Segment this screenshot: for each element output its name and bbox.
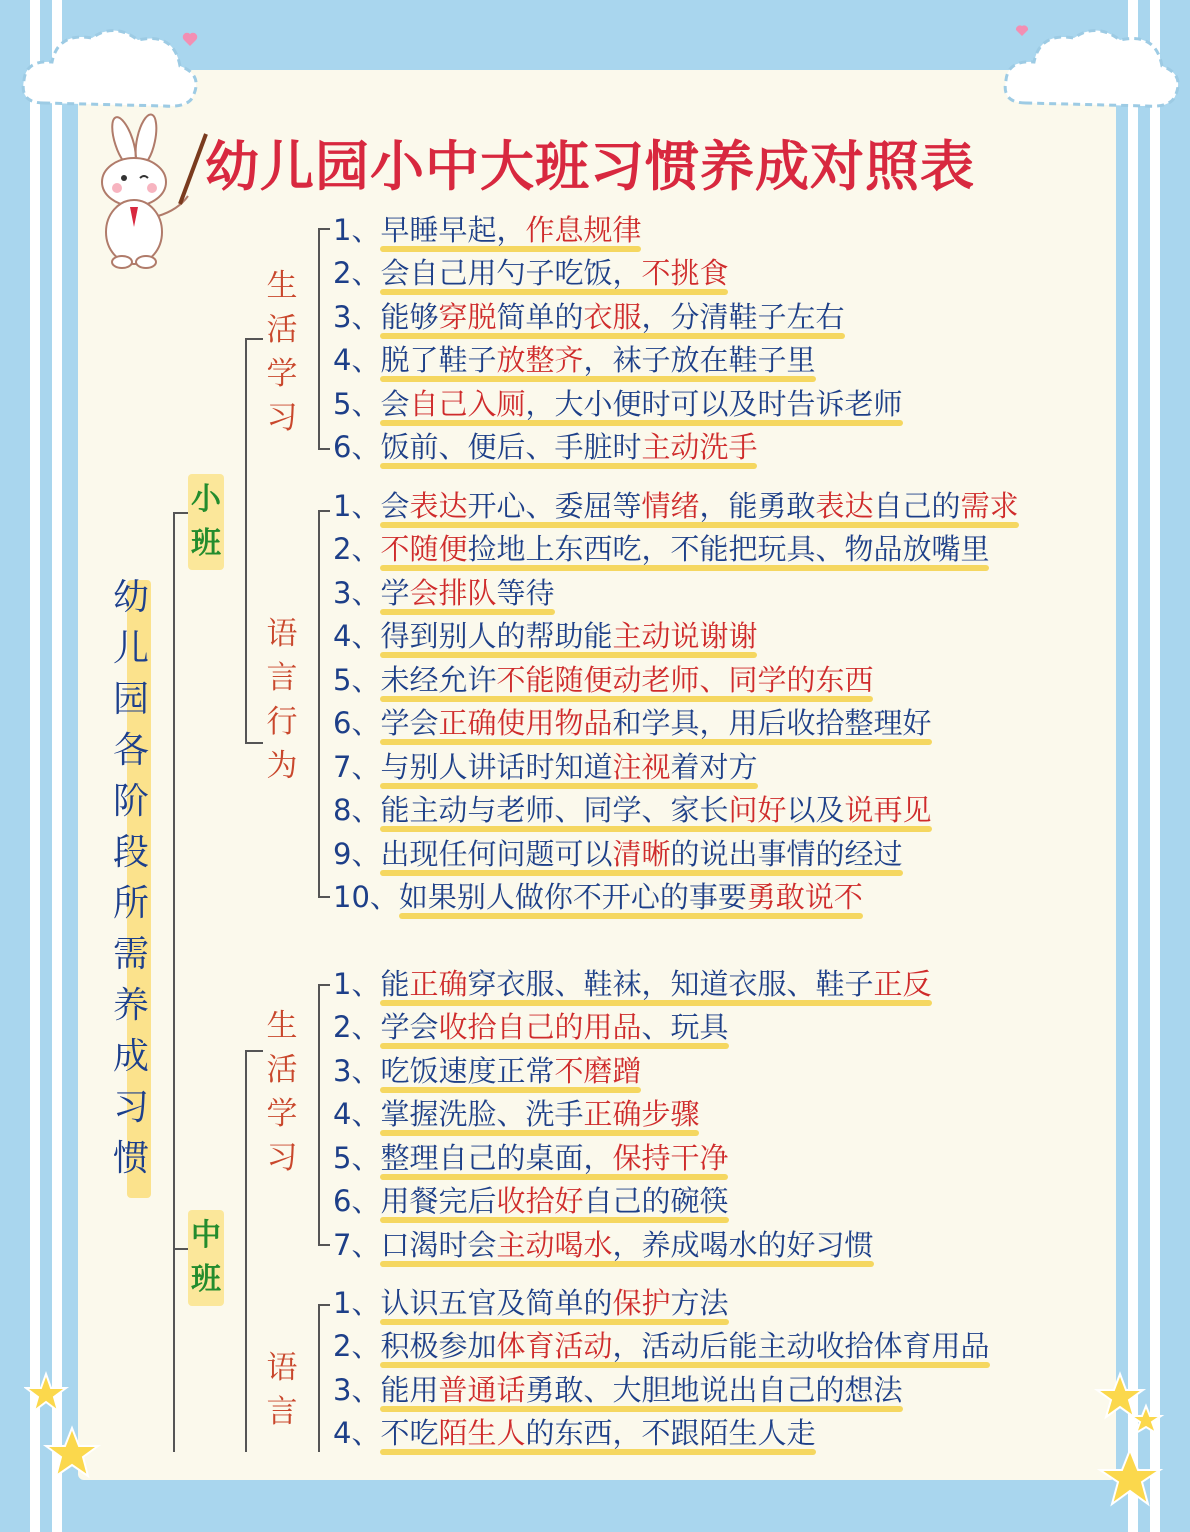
item-highlight-text: 保护 xyxy=(612,1286,671,1320)
item-text: 能用 xyxy=(380,1373,439,1407)
item-text: 会 xyxy=(380,489,410,523)
label-char: 养 xyxy=(112,985,149,1026)
label-char: 中 xyxy=(191,1218,221,1253)
habit-item xyxy=(333,1138,728,1178)
habit-item xyxy=(333,1181,729,1221)
tree-connector xyxy=(245,338,263,340)
item-highlight-text: 注视 xyxy=(612,750,671,784)
item-text: 以及 xyxy=(786,793,845,827)
item-highlight-text: 放整齐 xyxy=(496,343,584,377)
item-text: 着对方 xyxy=(670,750,758,784)
label-char: 生 xyxy=(266,268,298,304)
label-char: 需 xyxy=(112,934,149,975)
item-text: 等待 xyxy=(496,576,555,610)
item-text: 出现任何问题可以 xyxy=(380,837,613,871)
cloud-icon xyxy=(996,18,1186,118)
item-highlight-text: 正确使用物品 xyxy=(438,706,613,740)
item-text: 得到别人的帮助能 xyxy=(380,619,613,653)
tree-connector xyxy=(173,1248,189,1250)
item-highlight-text: 陌生人 xyxy=(438,1416,526,1450)
item-highlight-text: 不磨蹭 xyxy=(554,1054,642,1088)
item-number: 4、 xyxy=(333,619,381,653)
star-icon xyxy=(1090,1370,1180,1520)
habit-item xyxy=(333,384,903,424)
label-char: 学 xyxy=(266,1096,298,1132)
star-icon xyxy=(24,1370,104,1500)
item-text: 用餐完后 xyxy=(380,1184,497,1218)
label-char: 惯 xyxy=(112,1138,149,1179)
item-text: ，大小便时可以及时告诉老师 xyxy=(525,387,903,421)
item-text: 勇敢、大胆地说出自己的想法 xyxy=(525,1373,903,1407)
item-highlight-text: 正确步骤 xyxy=(583,1097,700,1131)
tree-connector xyxy=(245,1050,263,1052)
label-char: 班 xyxy=(191,1262,221,1297)
label-char: 活 xyxy=(266,1052,298,1088)
item-number: 4、 xyxy=(333,1097,381,1131)
item-text: 与别人讲话时知道 xyxy=(380,750,613,784)
tree-bracket xyxy=(318,984,330,986)
item-highlight-text: 主动喝水 xyxy=(496,1228,613,1262)
item-highlight-text: 收拾好 xyxy=(496,1184,584,1218)
item-number: 2、 xyxy=(333,256,381,290)
item-text: 学 xyxy=(380,576,410,610)
item-text: 未经允许 xyxy=(380,663,497,697)
item-highlight-text: 表达 xyxy=(815,489,874,523)
border-stripe xyxy=(1128,0,1138,1532)
item-highlight-text: 穿脱 xyxy=(438,300,497,334)
item-text: 脱了鞋子 xyxy=(380,343,497,377)
item-text: 捡地上东西吃，不能把玩具、物品放嘴里 xyxy=(467,532,990,566)
border-stripe xyxy=(1150,0,1160,1532)
item-highlight-text: 主动说谢谢 xyxy=(612,619,758,653)
item-number: 1、 xyxy=(333,967,381,1001)
item-text: 自己的 xyxy=(873,489,961,523)
habit-item xyxy=(333,747,758,787)
tree-connector xyxy=(245,1050,247,1452)
item-number: 6、 xyxy=(333,430,381,464)
habit-item xyxy=(333,529,989,569)
item-text: 学会 xyxy=(380,1010,439,1044)
item-highlight-text: 体育活动 xyxy=(496,1329,613,1363)
habit-item xyxy=(333,790,932,830)
habit-item xyxy=(333,486,1019,526)
item-number: 1、 xyxy=(333,1286,381,1320)
item-highlight-text: 不挑食 xyxy=(641,256,729,290)
item-number: 3、 xyxy=(333,576,381,610)
border-stripe xyxy=(52,0,62,1532)
label-char: 生 xyxy=(266,1008,298,1044)
item-number: 7、 xyxy=(333,1228,381,1262)
label-char: 园 xyxy=(112,679,149,720)
item-text: 开心、委屈等 xyxy=(467,489,642,523)
item-number: 1、 xyxy=(333,213,381,247)
item-text: 不吃 xyxy=(380,1416,439,1450)
item-number: 5、 xyxy=(333,1141,381,1175)
item-text: 早睡早起， xyxy=(380,213,526,247)
item-number: 8、 xyxy=(333,793,381,827)
item-text: 整理自己的桌面， xyxy=(380,1141,613,1175)
label-char: 语 xyxy=(266,1350,298,1386)
label-char: 幼 xyxy=(112,577,149,618)
tree-bracket xyxy=(318,1304,330,1306)
label-char: 成 xyxy=(112,1036,149,1077)
item-text: 能够 xyxy=(380,300,439,334)
item-text: 吃饭速度正常 xyxy=(380,1054,555,1088)
item-number: 5、 xyxy=(333,387,381,421)
item-number: 4、 xyxy=(333,343,381,377)
label-char: 言 xyxy=(266,1394,298,1430)
habit-item xyxy=(333,1051,641,1091)
item-number: 2、 xyxy=(333,532,381,566)
label-char: 小 xyxy=(191,482,221,517)
item-highlight-text: 不随便 xyxy=(380,532,468,566)
item-text: 积极参加 xyxy=(380,1329,497,1363)
item-highlight-text: 普通话 xyxy=(438,1373,526,1407)
item-highlight-text: 表达 xyxy=(409,489,468,523)
tree-bracket xyxy=(318,448,330,450)
item-text: 简单的 xyxy=(496,300,584,334)
habit-item xyxy=(333,297,845,337)
item-highlight-text: 情绪 xyxy=(641,489,700,523)
item-highlight-text: 保持干净 xyxy=(612,1141,729,1175)
item-highlight-text: 自己入厕 xyxy=(409,387,526,421)
habit-item xyxy=(333,1225,874,1265)
habit-item xyxy=(333,253,728,293)
label-char: 各 xyxy=(112,730,149,771)
item-text: 能主动与老师、同学、家长 xyxy=(380,793,729,827)
item-text: 、玩具 xyxy=(641,1010,729,1044)
item-highlight-text: 需求 xyxy=(960,489,1019,523)
habit-item xyxy=(333,616,757,656)
category-life-learning xyxy=(264,1004,300,1180)
border-stripe xyxy=(30,0,40,1532)
item-text: ，能勇敢 xyxy=(699,489,816,523)
tree-bracket xyxy=(318,896,330,898)
item-number: 6、 xyxy=(333,706,381,740)
label-char: 阶 xyxy=(112,781,149,822)
habit-item xyxy=(333,1413,816,1453)
item-highlight-text: 衣服 xyxy=(583,300,642,334)
category-life-learning xyxy=(264,264,300,440)
item-text: 和学具，用后收拾整理好 xyxy=(612,706,932,740)
item-text: 穿衣服、鞋袜，知道衣服、鞋子 xyxy=(467,967,874,1001)
class-label-middle xyxy=(188,1210,224,1306)
label-char: 语 xyxy=(266,616,298,652)
label-char: 习 xyxy=(266,1140,298,1176)
item-number: 1、 xyxy=(333,489,381,523)
item-text: 如果别人做你不开心的事要 xyxy=(398,880,747,914)
tree-connector xyxy=(173,512,189,514)
tree-bracket xyxy=(318,228,330,230)
item-highlight-text: 正反 xyxy=(873,967,932,1001)
habit-item xyxy=(333,1326,990,1366)
item-number: 10、 xyxy=(333,880,399,914)
item-highlight-text: 问好 xyxy=(728,793,787,827)
habit-item xyxy=(333,660,873,700)
label-char: 习 xyxy=(112,1087,149,1128)
item-number: 3、 xyxy=(333,1373,381,1407)
tree-connector xyxy=(245,338,247,744)
item-text: 方法 xyxy=(670,1286,729,1320)
label-char: 所 xyxy=(112,883,149,924)
tree-bracket xyxy=(318,1244,330,1246)
class-label-small xyxy=(188,474,224,570)
item-text: ，养成喝水的好习惯 xyxy=(612,1228,874,1262)
label-char: 言 xyxy=(266,660,298,696)
habit-item xyxy=(333,877,863,917)
item-text: 学会 xyxy=(380,706,439,740)
item-number: 2、 xyxy=(333,1010,381,1044)
habit-item xyxy=(333,1283,729,1323)
item-highlight-text: 正确 xyxy=(409,967,468,1001)
main-label xyxy=(106,572,156,1184)
page-title: 幼儿园小中大班习惯养成对照表 xyxy=(205,134,975,198)
label-char: 儿 xyxy=(112,628,149,669)
item-number: 3、 xyxy=(333,1054,381,1088)
category-language-behavior xyxy=(264,612,300,788)
item-text: 饭前、便后、手脏时 xyxy=(380,430,642,464)
item-number: 3、 xyxy=(333,300,381,334)
label-char: 习 xyxy=(266,400,298,436)
item-text: ，活动后能主动收拾体育用品 xyxy=(612,1329,990,1363)
label-char: 活 xyxy=(266,312,298,348)
tree-connector xyxy=(173,512,175,1452)
tree-bracket xyxy=(318,984,320,1246)
habit-item xyxy=(333,1370,903,1410)
habit-item xyxy=(333,1094,699,1134)
tree-connector xyxy=(245,742,263,744)
item-text: ，袜子放在鞋子里 xyxy=(583,343,816,377)
habit-item xyxy=(333,834,903,874)
item-number: 6、 xyxy=(333,1184,381,1218)
label-char: 为 xyxy=(266,748,298,784)
item-highlight-text: 作息规律 xyxy=(525,213,642,247)
tree-bracket xyxy=(318,510,320,898)
item-highlight-text: 主动洗手 xyxy=(641,430,758,464)
item-text: 的东西，不跟陌生人走 xyxy=(525,1416,816,1450)
item-text: 会自己用勺子吃饭， xyxy=(380,256,642,290)
habit-item xyxy=(333,427,757,467)
label-char: 班 xyxy=(191,526,221,561)
item-highlight-text: 清晰 xyxy=(612,837,671,871)
item-highlight-text: 收拾自己的用品 xyxy=(438,1010,642,1044)
item-text: 口渴时会 xyxy=(380,1228,497,1262)
item-highlight-text: 勇敢说不 xyxy=(746,880,863,914)
item-number: 4、 xyxy=(333,1416,381,1450)
item-text: 自己的碗筷 xyxy=(583,1184,729,1218)
item-text: 认识五官及简单的 xyxy=(380,1286,613,1320)
tree-bracket xyxy=(318,1304,320,1452)
label-char: 学 xyxy=(266,356,298,392)
tree-bracket xyxy=(318,510,330,512)
item-highlight-text: 不能随便动老师、同学的东西 xyxy=(496,663,874,697)
item-highlight-text: 说再见 xyxy=(844,793,932,827)
tree-bracket xyxy=(318,228,320,450)
item-number: 5、 xyxy=(333,663,381,697)
item-text: 的说出事情的经过 xyxy=(670,837,903,871)
item-text: 掌握洗脸、洗手 xyxy=(380,1097,584,1131)
bunny-mascot-icon xyxy=(84,112,214,272)
label-char: 行 xyxy=(266,704,298,740)
category-language xyxy=(264,1346,300,1434)
item-number: 7、 xyxy=(333,750,381,784)
cloud-icon xyxy=(14,18,204,118)
habit-item xyxy=(333,964,932,1004)
item-text: ，分清鞋子左右 xyxy=(641,300,845,334)
habit-item xyxy=(333,703,932,743)
item-text: 能 xyxy=(380,967,410,1001)
item-number: 9、 xyxy=(333,837,381,871)
item-highlight-text: 会排队 xyxy=(409,576,497,610)
item-number: 2、 xyxy=(333,1329,381,1363)
habit-item xyxy=(333,210,641,250)
habit-item xyxy=(333,340,816,380)
label-char: 段 xyxy=(112,832,149,873)
item-text: 会 xyxy=(380,387,410,421)
habit-item xyxy=(333,1007,729,1047)
habit-item xyxy=(333,573,555,613)
